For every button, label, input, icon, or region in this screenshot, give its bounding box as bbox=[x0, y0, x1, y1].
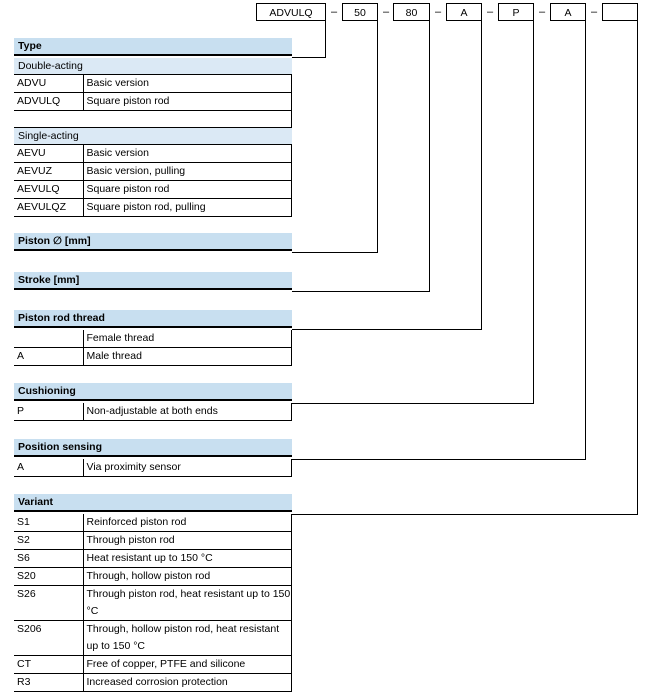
table-row bbox=[14, 181, 292, 199]
separator: – bbox=[590, 6, 598, 18]
variant-code: S206 bbox=[14, 621, 83, 656]
connector-thread-v bbox=[481, 21, 482, 330]
order-code-variant bbox=[602, 3, 638, 21]
variant-code: S1 bbox=[14, 514, 83, 532]
position-sensing-table bbox=[14, 459, 292, 477]
connector-cushioning-v bbox=[533, 21, 534, 404]
cushioning-code: P bbox=[14, 403, 83, 421]
cushioning-header: Cushioning bbox=[14, 383, 292, 401]
thread-code bbox=[14, 330, 83, 348]
variant-desc: Increased corrosion protection bbox=[83, 674, 292, 692]
separator: – bbox=[382, 6, 390, 18]
table-row bbox=[14, 674, 292, 692]
type-code: AEVU bbox=[14, 145, 83, 163]
type-desc: Basic version bbox=[83, 145, 292, 163]
variant-desc: Heat resistant up to 150 °C bbox=[83, 550, 292, 568]
type-code: AEVUZ bbox=[14, 163, 83, 181]
type-code: AEVULQ bbox=[14, 181, 83, 199]
connector-stroke-v bbox=[429, 21, 430, 292]
separator: – bbox=[330, 6, 338, 18]
order-code-cushioning: P bbox=[498, 3, 534, 21]
connector-sensing-v bbox=[585, 21, 586, 460]
position-sensing-header: Position sensing bbox=[14, 439, 292, 457]
connector-type-h bbox=[292, 57, 326, 58]
table-row bbox=[14, 586, 292, 621]
type-code: ADVULQ bbox=[14, 93, 83, 111]
blank-row bbox=[14, 111, 292, 128]
table-row bbox=[14, 348, 292, 366]
connector-piston-h bbox=[292, 252, 378, 253]
type-desc: Square piston rod, pulling bbox=[83, 199, 292, 217]
sensing-code: A bbox=[14, 459, 83, 477]
connector-type-v bbox=[325, 21, 326, 58]
table-row bbox=[14, 532, 292, 550]
variant-desc: Free of copper, PTFE and silicone bbox=[83, 656, 292, 674]
table-row bbox=[14, 621, 292, 656]
connector-cushioning-h bbox=[292, 403, 534, 404]
table-row bbox=[14, 145, 292, 163]
variant-code: S2 bbox=[14, 532, 83, 550]
variant-header: Variant bbox=[14, 494, 292, 512]
connector-sensing-h bbox=[292, 459, 586, 460]
connector-variant-v bbox=[637, 21, 638, 515]
table-row bbox=[14, 93, 292, 111]
table-row bbox=[14, 568, 292, 586]
type-desc: Square piston rod bbox=[83, 181, 292, 199]
thread-code: A bbox=[14, 348, 83, 366]
order-code-type: ADVULQ bbox=[256, 3, 326, 21]
variant-table bbox=[14, 514, 292, 692]
table-row bbox=[14, 199, 292, 217]
variant-code: S26 bbox=[14, 586, 83, 621]
thread-table bbox=[14, 330, 292, 366]
variant-desc: Through piston rod, heat resistant up to 150 °C bbox=[83, 586, 292, 621]
variant-desc: Reinforced piston rod bbox=[83, 514, 292, 532]
cushioning-desc: Non-adjustable at both ends bbox=[83, 403, 292, 421]
order-code-sensing: A bbox=[550, 3, 586, 21]
variant-code: S20 bbox=[14, 568, 83, 586]
thread-desc: Female thread bbox=[83, 330, 292, 348]
type-desc: Basic version, pulling bbox=[83, 163, 292, 181]
order-code-stroke: 80 bbox=[393, 3, 430, 21]
stroke-header: Stroke [mm] bbox=[14, 272, 292, 290]
piston-header: Piston ∅ [mm] bbox=[14, 233, 292, 251]
table-row bbox=[14, 656, 292, 674]
table-row bbox=[14, 403, 292, 421]
table-row bbox=[14, 514, 292, 532]
sensing-desc: Via proximity sensor bbox=[83, 459, 292, 477]
order-code-thread: A bbox=[446, 3, 482, 21]
type-code: AEVULQZ bbox=[14, 199, 83, 217]
table-row bbox=[14, 459, 292, 477]
cushioning-table bbox=[14, 403, 292, 421]
table-row bbox=[14, 330, 292, 348]
connector-stroke-h bbox=[292, 291, 430, 292]
thread-header: Piston rod thread bbox=[14, 310, 292, 328]
separator: – bbox=[434, 6, 442, 18]
type-header: Type bbox=[14, 38, 292, 56]
separator: – bbox=[538, 6, 546, 18]
double-acting-subheader: Double-acting bbox=[14, 58, 292, 75]
variant-desc: Through, hollow piston rod bbox=[83, 568, 292, 586]
single-acting-subheader: Single-acting bbox=[14, 128, 292, 145]
thread-desc: Male thread bbox=[83, 348, 292, 366]
type-desc: Square piston rod bbox=[83, 93, 292, 111]
single-acting-table bbox=[14, 145, 292, 217]
table-row bbox=[14, 75, 292, 93]
connector-thread-h bbox=[292, 329, 482, 330]
variant-code: S6 bbox=[14, 550, 83, 568]
variant-desc: Through, hollow piston rod, heat resistant up to 150 °C bbox=[83, 621, 292, 656]
variant-desc: Through piston rod bbox=[83, 532, 292, 550]
connector-piston-v bbox=[377, 21, 378, 253]
table-row bbox=[14, 550, 292, 568]
variant-code: CT bbox=[14, 656, 83, 674]
separator: – bbox=[486, 6, 494, 18]
variant-code: R3 bbox=[14, 674, 83, 692]
order-code-piston: 50 bbox=[342, 3, 378, 21]
table-row bbox=[14, 163, 292, 181]
connector-variant-h bbox=[292, 514, 638, 515]
type-code: ADVU bbox=[14, 75, 83, 93]
double-acting-table bbox=[14, 75, 292, 111]
type-desc: Basic version bbox=[83, 75, 292, 93]
